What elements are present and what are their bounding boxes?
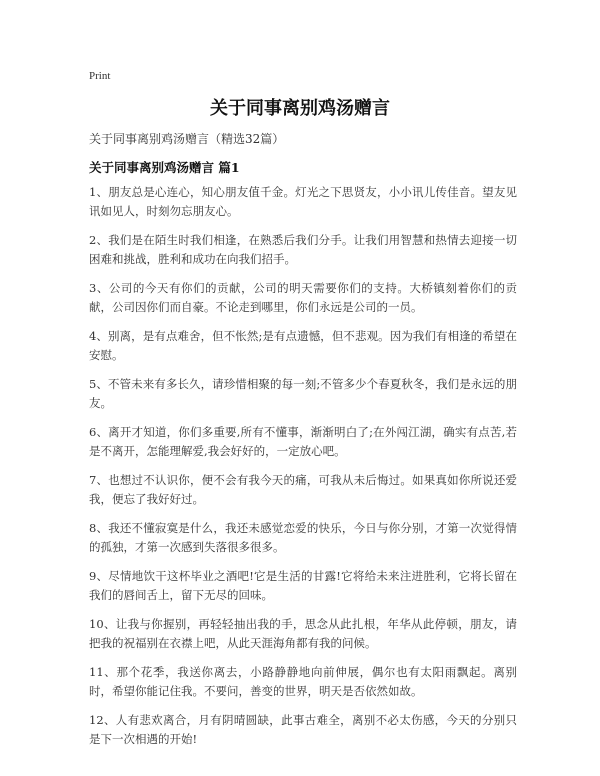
paragraph: 12、人有悲欢离合，月有阴晴圆缺，此事古难全，离别不必太伤感，今天的分别只是下一次相遇的开始! — [89, 713, 517, 746]
paragraph: 9、尽情地饮干这杯毕业之酒吧!它是生活的甘露!它将给未来注进胜利，它将长留在我们的唇间舌上，留下无尽的回味。 — [89, 569, 517, 602]
paragraph: 3、公司的今天有你们的贡献，公司的明天需要你们的支持。大桥镇刻着你们的贡献，公司因你们而自豪。不论走到哪里，你们永远是公司的一员。 — [89, 281, 517, 314]
document-subtitle: 关于同事离别鸡汤赠言（精选32篇） — [89, 132, 285, 146]
paragraph: 4、别离，是有点难舍，但不怅然;是有点遗憾，但不悲观。因为我们有相逢的希望在安慰。 — [89, 329, 517, 362]
paragraph: 2、我们是在陌生时我们相逢，在熟悉后我们分手。让我们用智慧和热情去迎接一切困难和挑战，胜利和成功在向我们招手。 — [89, 233, 517, 266]
paragraph: 7、也想过不认识你，便不会有我今天的痛，可我从未后悔过。如果真如你所说还爱我，便忘了我好好过。 — [89, 473, 517, 506]
paragraph: 8、我还不懂寂寞是什么，我还未感觉恋爱的快乐，今日与你分别，才第一次觉得情的孤独，才第一次感到失落很多很多。 — [89, 521, 517, 554]
print-label: Print — [89, 70, 111, 82]
paragraph: 1、朋友总是心连心，知心朋友值千金。灯光之下思贤友，小小讯儿传佳音。望友见讯如见人，时刻勿忘朋友心。 — [89, 185, 517, 218]
section-heading: 关于同事离别鸡汤赠言 篇1 — [89, 160, 240, 175]
paragraph: 5、不管未来有多长久，请珍惜相聚的每一刻;不管多少个春夏秋冬，我们是永远的朋友。 — [89, 377, 517, 410]
paragraph: 6、离开才知道，你们多重要,所有不懂事，渐渐明白了;在外闯江湖，确实有点苦,若是不离开，怎能理解爱,我会好好的，一定放心吧。 — [89, 425, 517, 458]
page-title: 关于同事离别鸡汤赠言 — [210, 98, 390, 119]
paragraph-list — [89, 183, 517, 759]
paragraph: 11、那个花季，我送你离去，小路静静地向前伸展，偶尔也有太阳雨飘起。离别时，希望你能记住我。不要问，善变的世界，明天是否依然如故。 — [89, 665, 517, 698]
paragraph: 10、让我与你握别，再轻轻抽出我的手，思念从此扎根，年华从此停顿，朋友，请把我的祝福别在衣襟上吧，从此天涯海角都有我的问候。 — [89, 617, 517, 650]
